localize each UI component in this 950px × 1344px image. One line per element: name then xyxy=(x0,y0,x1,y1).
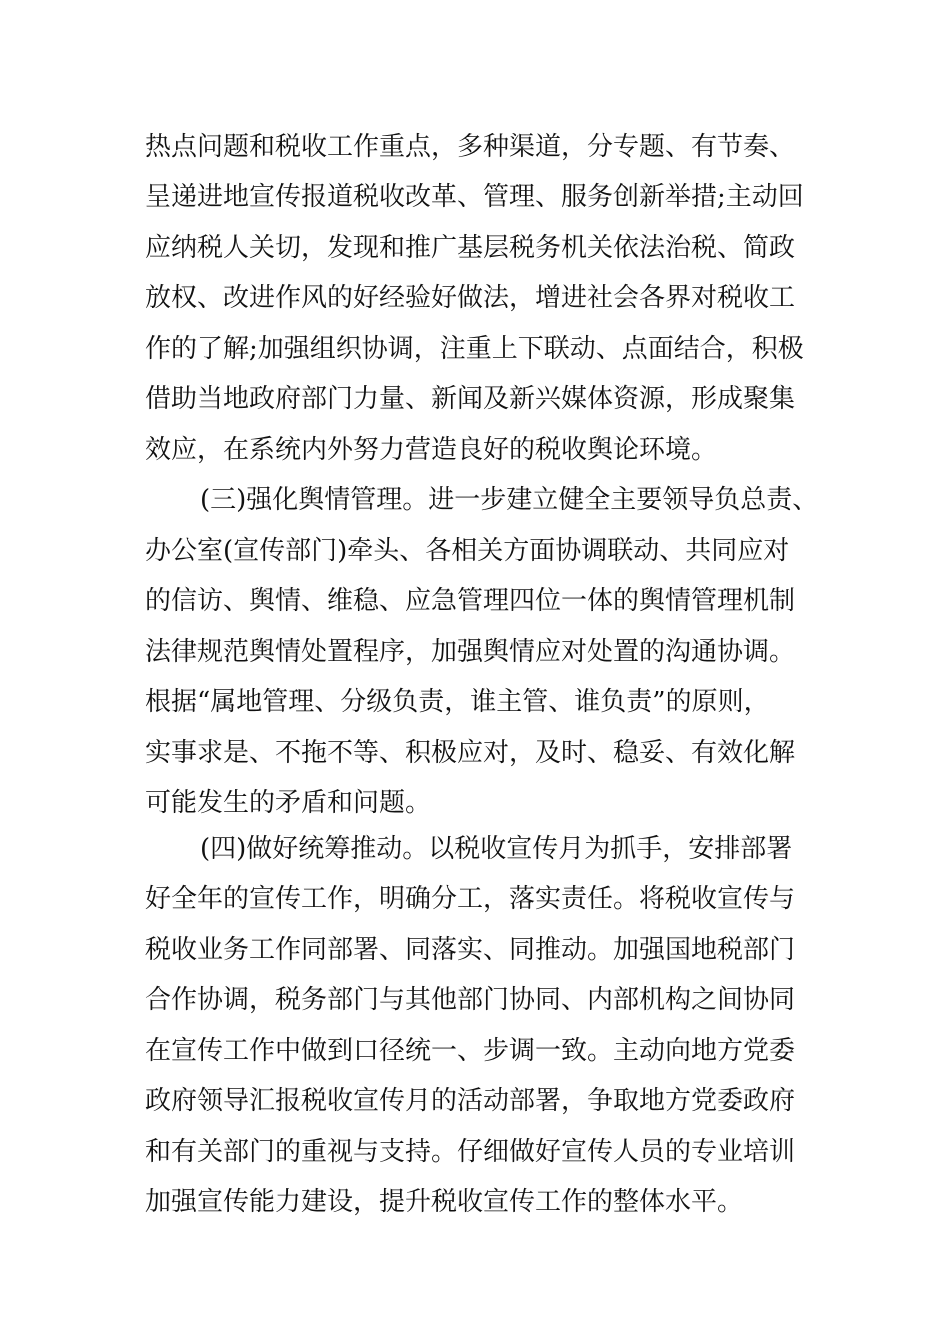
text-line: 应纳税人关切，发现和推广基层税务机关依法治税、简政 xyxy=(145,233,796,263)
text-line: 政府领导汇报税收宣传月的活动部署，争取地方党委政府 xyxy=(145,1086,796,1116)
text-line: 税收业务工作同部署、同落实、同推动。加强国地税部门 xyxy=(145,935,796,965)
text-line: 呈递进地宣传报道税收改革、管理、服务创新举措;主动回 xyxy=(145,182,804,212)
text-line: 放权、改进作风的好经验好做法，增进社会各界对税收工 xyxy=(145,283,796,313)
text-line: 在宣传工作中做到口径统一、步调一致。主动向地方党委 xyxy=(145,1036,796,1066)
text-line: 合作协调，税务部门与其他部门协同、内部机构之间协同 xyxy=(145,985,796,1015)
text-line: 借助当地政府部门力量、新闻及新兴媒体资源，形成聚集 xyxy=(145,384,796,414)
text-line: 可能发生的矛盾和问题。 xyxy=(145,788,432,818)
text-line: 加强宣传能力建设，提升税收宣传工作的整体水平。 xyxy=(145,1187,744,1217)
text-line: 根据“属地管理、分级负责，谁主管、谁负责”的原则， xyxy=(145,687,770,717)
text-line: 好全年的宣传工作，明确分工，落实责任。将税收宣传与 xyxy=(145,884,796,914)
text-line: 办公室(宣传部门)牵头、各相关方面协调联动、共同应对 xyxy=(145,536,790,566)
text-line: 的信访、舆情、维稳、应急管理四位一体的舆情管理机制 xyxy=(145,586,796,616)
text-line: 效应，在系统内外努力营造良好的税收舆论环境。 xyxy=(145,435,718,465)
text-line: 实事求是、不拖不等、积极应对，及时、稳妥、有效化解 xyxy=(145,738,796,768)
text-line: 法律规范舆情处置程序，加强舆情应对处置的沟通协调。 xyxy=(145,637,796,667)
paragraph-heading-line: (四)做好统筹推动。以税收宣传月为抓手，安排部署 xyxy=(200,834,793,864)
text-line: 热点问题和税收工作重点，多种渠道，分专题、有节奏、 xyxy=(145,132,796,162)
paragraph-heading-line: (三)强化舆情管理。进一步建立健全主要领导负总责、 xyxy=(200,485,819,515)
text-line: 作的了解;加强组织协调，注重上下联动、点面结合，积极 xyxy=(145,334,804,364)
text-line: 和有关部门的重视与支持。仔细做好宣传人员的专业培训 xyxy=(145,1137,796,1167)
